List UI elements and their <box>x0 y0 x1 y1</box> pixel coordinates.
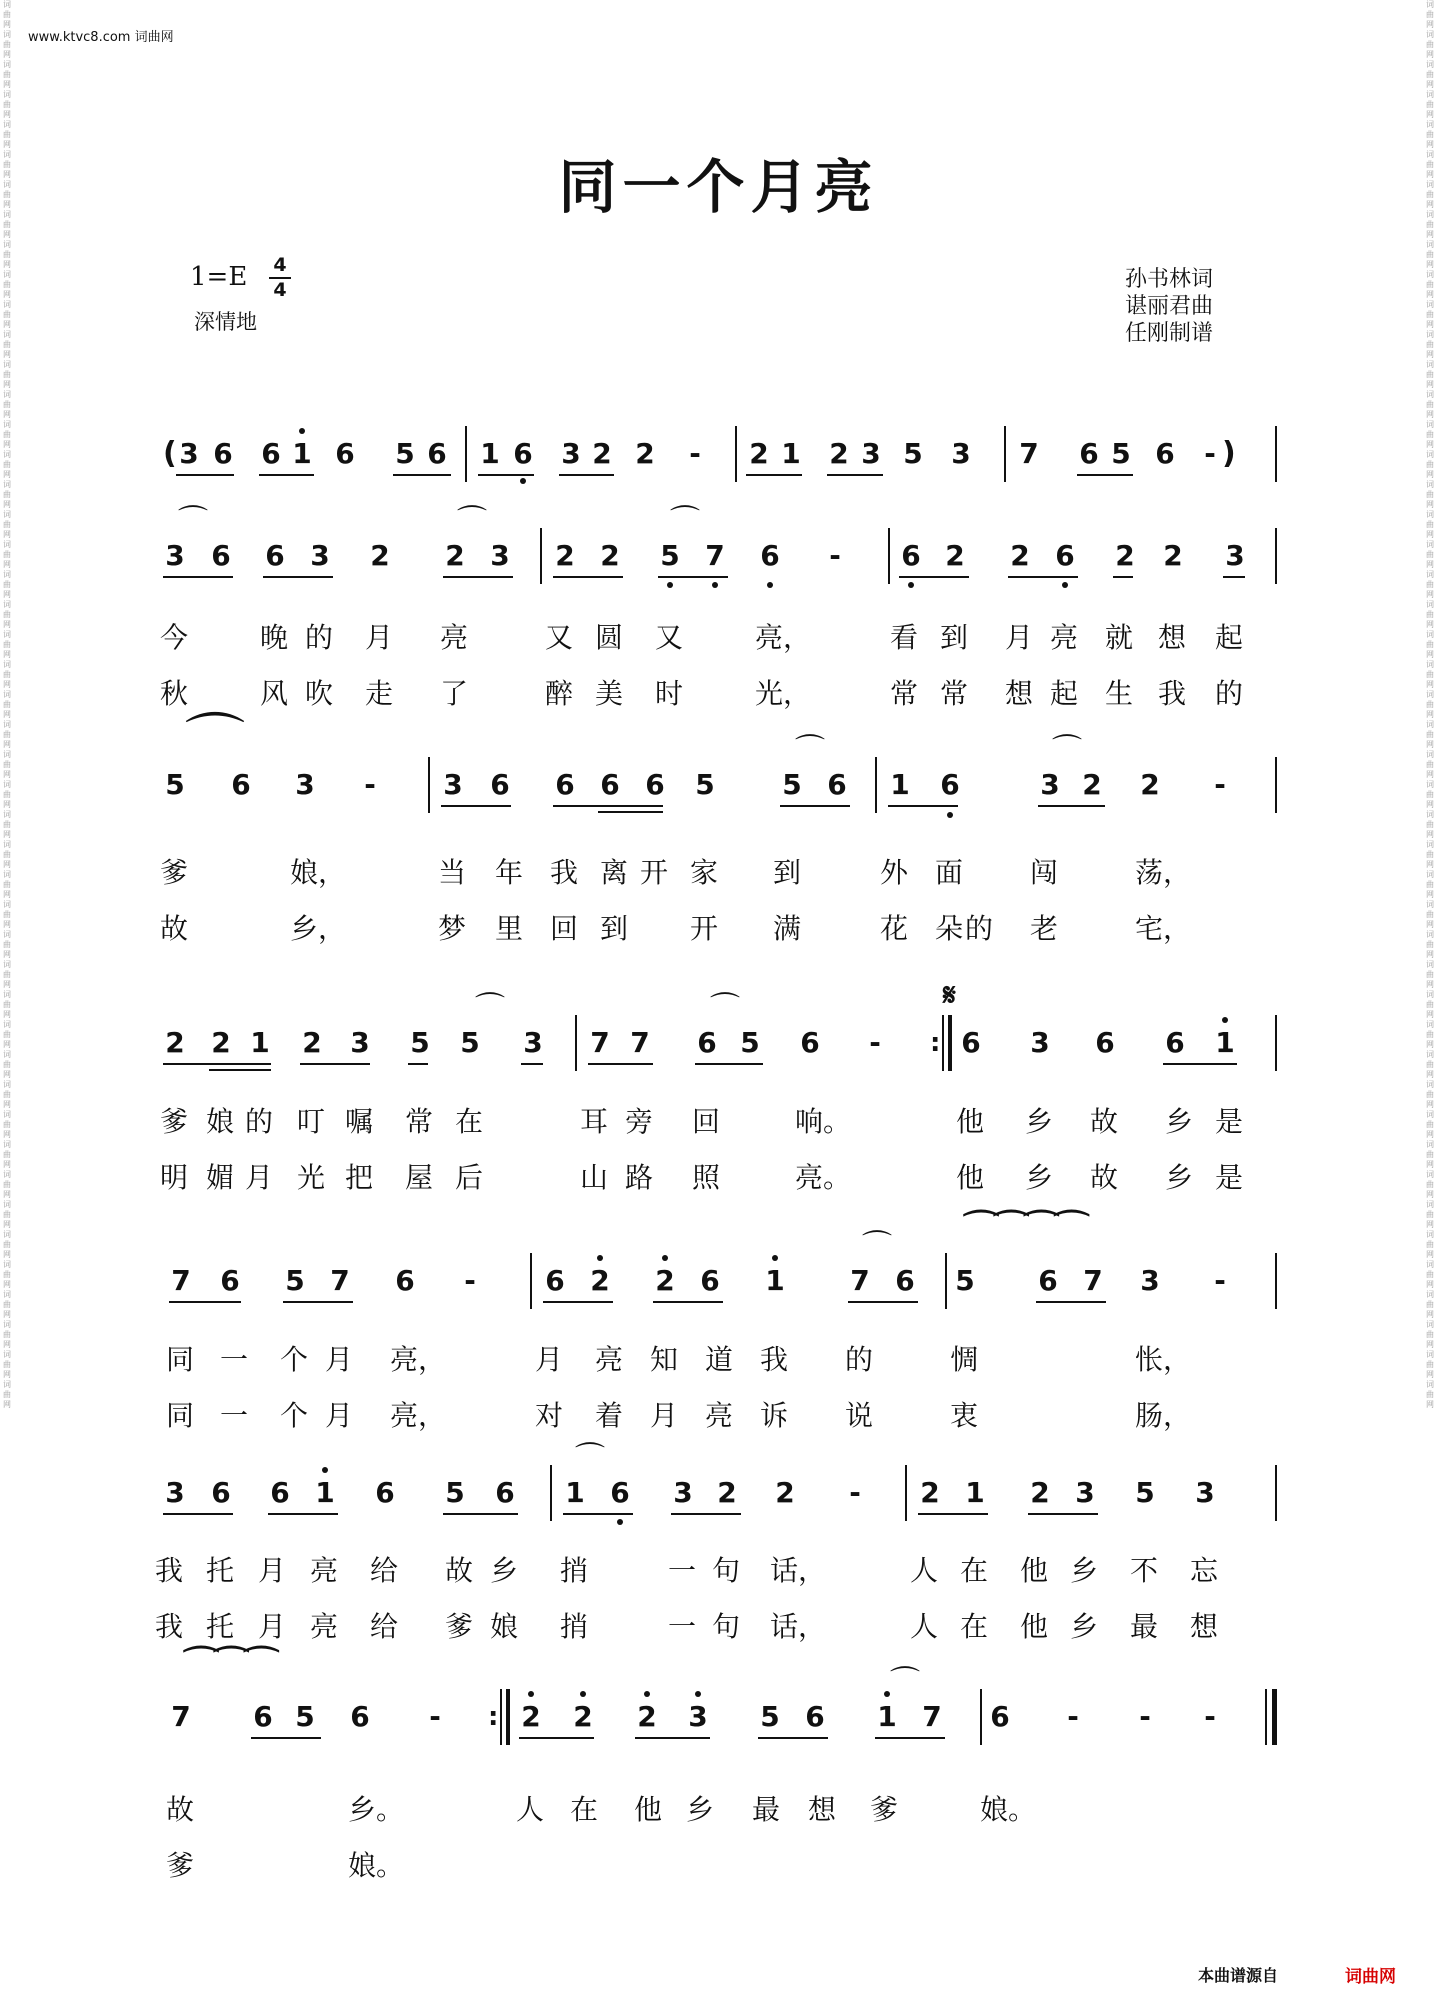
note: 5 <box>165 768 185 801</box>
key-signature: 1=E <box>190 262 248 292</box>
note: 3 <box>310 539 330 572</box>
note: 6 <box>600 768 620 801</box>
note: 5 <box>460 1026 480 1059</box>
note: 6 <box>700 1264 720 1297</box>
note: 5 <box>760 1700 780 1733</box>
note: 6 <box>513 437 533 470</box>
note: 6 <box>545 1264 565 1297</box>
note: 2 <box>600 539 620 572</box>
dash: - <box>869 1026 881 1059</box>
note: 5 <box>285 1264 305 1297</box>
note: 2 <box>521 1700 541 1733</box>
score-line-4: 2 2 1 2 3 5 ⌒ 5 3 7 7 ⌒ 6 5 6 - : 6 3 6 6 1 <box>0 1023 1437 1067</box>
note: 2 <box>749 437 769 470</box>
dash: - <box>1214 768 1226 801</box>
note: 6 <box>265 539 285 572</box>
lyrics-3a: 爹 娘， 当 年 我 离 开 家 到 外 面 闯 荡， <box>160 856 1192 889</box>
score-line-2: ⌒ 3 6 6 3 2 ⌒ 2 3 2 2 ⌒ 5 7 6 - 6 2 2 6 2 2 3 <box>0 536 1437 580</box>
note: 6 <box>261 437 281 470</box>
note: 5 <box>660 539 680 572</box>
lyrics-2b: 秋 风 吹 走 了 醉 美 时 光， 常 常 想 起 生 我 的 <box>160 677 1244 710</box>
note: 2 <box>573 1700 593 1733</box>
note: 6 <box>395 1264 415 1297</box>
note: 2 <box>555 539 575 572</box>
paren-close: ) <box>1222 436 1236 471</box>
lyrics-4a: 爹 娘 的 叮 嘱 常 在 耳 旁 回 响。 他 乡 故 乡 是 <box>160 1105 1244 1138</box>
note: 3 <box>165 539 185 572</box>
repeat-dots: : <box>930 1028 941 1058</box>
note: 3 <box>350 1026 370 1059</box>
note: 5 <box>695 768 715 801</box>
note: 2 <box>637 1700 657 1733</box>
score-line-7: ⁀⁀⁀ 7 6 5 6 - : 2 2 2 3 5 6 ⌒ 1 7 6 - - - <box>0 1697 1437 1741</box>
dash: - <box>1214 1264 1226 1297</box>
lyrics-7b: 爹 娘。 <box>166 1849 405 1882</box>
note: 2 <box>445 539 465 572</box>
note: 3 <box>1225 539 1245 572</box>
note: 1 <box>315 1476 335 1509</box>
note: 6 <box>213 437 233 470</box>
note: 3 <box>295 768 315 801</box>
note: 3 <box>561 437 581 470</box>
note: 6 <box>901 539 921 572</box>
dash: - <box>849 1476 861 1509</box>
note: 3 <box>523 1026 543 1059</box>
dash: - <box>689 437 701 470</box>
note: 5 <box>1111 437 1131 470</box>
note: 6 <box>1095 1026 1115 1059</box>
note: 7 <box>630 1026 650 1059</box>
note: 2 <box>302 1026 322 1059</box>
note: 7 <box>330 1264 350 1297</box>
repeat-dots: : <box>488 1702 499 1732</box>
note: 3 <box>673 1476 693 1509</box>
note: 6 <box>555 768 575 801</box>
lyrics-7a: 故 乡。 人 在 他 乡 最 想 爹 娘。 <box>166 1793 1037 1826</box>
lyrics-3b: 故 乡， 梦 里 回 到 开 满 花 朵 的 老 宅， <box>160 912 1192 945</box>
dash: - <box>364 768 376 801</box>
note: 6 <box>610 1476 630 1509</box>
score-line-6: 3 6 6 1 6 5 6 ⌒ 1 6 3 2 2 - 2 1 2 3 5 3 <box>0 1473 1437 1517</box>
dash: - <box>1139 1700 1151 1733</box>
score-line-1 <box>0 434 1437 478</box>
note: 3 <box>1075 1476 1095 1509</box>
credits <box>1125 266 1213 347</box>
note: 6 <box>350 1700 370 1733</box>
note: 2 <box>370 539 390 572</box>
note: 3 <box>1140 1264 1160 1297</box>
note: 3 <box>951 437 971 470</box>
note: 6 <box>990 1700 1010 1733</box>
composer: 谌丽君曲 <box>1125 294 1214 319</box>
note: 3 <box>1040 768 1060 801</box>
lyrics-2a: 今 晚 的 月 亮 又 圆 又 亮， 看 到 月 亮 就 想 起 <box>160 621 1244 654</box>
note: 6 <box>1155 437 1175 470</box>
note: 2 <box>717 1476 737 1509</box>
note: 6 <box>895 1264 915 1297</box>
site-url: www.ktvc8.com 词曲网 <box>28 30 174 45</box>
tempo-marking: 深情地 <box>194 310 257 334</box>
note: 6 <box>800 1026 820 1059</box>
note: 7 <box>850 1264 870 1297</box>
dash: - <box>829 539 841 572</box>
note: 7 <box>590 1026 610 1059</box>
note: 1 <box>480 437 500 470</box>
note: 6 <box>827 768 847 801</box>
note: 3 <box>490 539 510 572</box>
note: 1 <box>250 1026 270 1059</box>
note: 3 <box>688 1700 708 1733</box>
note: 7 <box>922 1700 942 1733</box>
note: 2 <box>655 1264 675 1297</box>
note: 2 <box>829 437 849 470</box>
note: 2 <box>590 1264 610 1297</box>
note: 2 <box>592 437 612 470</box>
note: 5 <box>445 1476 465 1509</box>
lyrics-6a: 我 托 月 亮 给 故 乡 捎 一 句 话， 人 在 他 乡 不 忘 <box>155 1554 1219 1587</box>
lyrics-6b: 我 托 月 亮 给 爹 娘 捎 一 句 话， 人 在 他 乡 最 想 <box>155 1610 1219 1643</box>
note: 2 <box>775 1476 795 1509</box>
note: 5 <box>782 768 802 801</box>
note: 7 <box>171 1264 191 1297</box>
note: 3 <box>443 768 463 801</box>
note: 1 <box>565 1476 585 1509</box>
paren-open: ( <box>163 436 177 471</box>
note: 6 <box>375 1476 395 1509</box>
note: 2 <box>1010 539 1030 572</box>
note: 6 <box>220 1264 240 1297</box>
note: 2 <box>1115 539 1135 572</box>
note: 6 <box>645 768 665 801</box>
note: 6 <box>495 1476 515 1509</box>
score-line-3: ⌒ 5 6 3 - 3 6 6 6 6 5 ⌒ 5 6 1 6 ⌒ 3 2 2 - <box>0 765 1437 809</box>
lyrics-5b: 同 一 个 月 亮， 对 着 月 亮 诉 说 衷 肠， <box>166 1399 1192 1432</box>
dash: - <box>1204 1700 1216 1733</box>
note: 5 <box>410 1026 430 1059</box>
note: 6 <box>427 437 447 470</box>
note: 2 <box>165 1026 185 1059</box>
note: 6 <box>211 1476 231 1509</box>
note: 7 <box>171 1700 191 1733</box>
note: 6 <box>1055 539 1075 572</box>
note: 2 <box>945 539 965 572</box>
segno-sign: 𝄋 <box>943 978 956 1013</box>
note: 6 <box>253 1700 273 1733</box>
lyrics-5a: 同 一 个 月 亮， 月 亮 知 道 我 的 惆 怅， <box>166 1343 1192 1376</box>
note: 6 <box>760 539 780 572</box>
note: 6 <box>940 768 960 801</box>
note: 7 <box>1019 437 1039 470</box>
score-line-5: 7 6 5 7 6 - 6 2 2 6 1 ⌒ 7 6 ⁀⁀⁀⁀ 5 6 7 3 - <box>0 1261 1437 1305</box>
note: 1 <box>765 1264 785 1297</box>
lyrics-4b: 明 媚 月 光 把 屋 后 山 路 照 亮。 他 乡 故 乡 是 <box>160 1161 1244 1194</box>
song-title: 同一个月亮 <box>558 153 879 221</box>
note: 6 <box>231 768 251 801</box>
note: 6 <box>1038 1264 1058 1297</box>
note: 6 <box>270 1476 290 1509</box>
note: 7 <box>1083 1264 1103 1297</box>
lyricist: 孙书林词 <box>1125 267 1214 292</box>
dash: - <box>1204 437 1216 470</box>
time-top: 4 <box>273 254 287 276</box>
note: 6 <box>805 1700 825 1733</box>
time-bottom: 4 <box>273 279 287 301</box>
watermark-right: 词曲网词曲网词曲网词曲网词曲网词曲网词曲网词曲网词曲网词曲网词曲网词曲网词曲网词曲网词曲网词曲网词曲网词曲网词曲网词曲网词曲网词曲网词曲网词曲网词曲网词曲网词曲网词曲网词曲网词曲网词曲网词曲网词曲网词曲网词曲网词曲网词曲网词曲网词曲网词曲网词曲网词曲网词曲网词曲网词曲网词曲网词曲网 <box>1426 0 1434 1409</box>
note: 5 <box>903 437 923 470</box>
note: 6 <box>697 1026 717 1059</box>
note: 6 <box>1079 437 1099 470</box>
note: 2 <box>635 437 655 470</box>
note: 5 <box>955 1264 975 1297</box>
note: 6 <box>211 539 231 572</box>
note: 1 <box>965 1476 985 1509</box>
dash: - <box>429 1700 441 1733</box>
note: 5 <box>740 1026 760 1059</box>
note: 2 <box>920 1476 940 1509</box>
note: 6 <box>961 1026 981 1059</box>
note: 1 <box>890 768 910 801</box>
note: 3 <box>1030 1026 1050 1059</box>
note: 1 <box>292 437 312 470</box>
note: 2 <box>1030 1476 1050 1509</box>
note: 6 <box>335 437 355 470</box>
dash: - <box>464 1264 476 1297</box>
note: 6 <box>1165 1026 1185 1059</box>
note: 2 <box>211 1026 231 1059</box>
note: 1 <box>1215 1026 1235 1059</box>
note: 3 <box>179 437 199 470</box>
note: 3 <box>165 1476 185 1509</box>
note: 3 <box>861 437 881 470</box>
note: 6 <box>490 768 510 801</box>
time-signature <box>267 255 293 301</box>
note: 5 <box>395 437 415 470</box>
note: 5 <box>295 1700 315 1733</box>
note: 2 <box>1140 768 1160 801</box>
note: 2 <box>1082 768 1102 801</box>
dash: - <box>1067 1700 1079 1733</box>
source-note: 本曲谱源自 <box>1198 1966 1279 1985</box>
note: 1 <box>877 1700 897 1733</box>
watermark-left: 词曲网词曲网词曲网词曲网词曲网词曲网词曲网词曲网词曲网词曲网词曲网词曲网词曲网词曲网词曲网词曲网词曲网词曲网词曲网词曲网词曲网词曲网词曲网词曲网词曲网词曲网词曲网词曲网词曲网词曲网词曲网词曲网词曲网词曲网词曲网词曲网词曲网词曲网词曲网词曲网词曲网词曲网词曲网词曲网词曲网词曲网词曲网 <box>3 0 11 1409</box>
transcriber: 任刚制谱 <box>1125 321 1214 346</box>
note: 1 <box>781 437 801 470</box>
note: 3 <box>1195 1476 1215 1509</box>
brand-link[interactable]: 词曲网 <box>1345 1967 1396 1987</box>
note: 5 <box>1135 1476 1155 1509</box>
note: 7 <box>705 539 725 572</box>
note: 2 <box>1163 539 1183 572</box>
